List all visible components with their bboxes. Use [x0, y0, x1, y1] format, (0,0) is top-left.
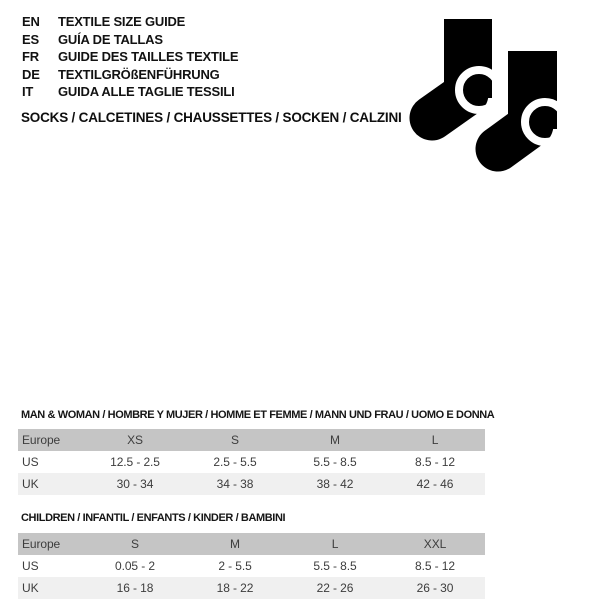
size-cell: 0.05 - 2	[115, 559, 155, 573]
region-label: UK	[22, 581, 39, 595]
language-label: GUIDE DES TAILLES TEXTILE	[58, 49, 239, 64]
table-header-row	[18, 429, 485, 451]
column-header: Europe	[22, 433, 61, 447]
size-cell: 8.5 - 12	[415, 455, 455, 469]
language-label: GUÍA DE TALLAS	[58, 31, 163, 47]
size-cell: 42 - 46	[416, 477, 454, 491]
language-row	[22, 13, 238, 31]
column-header: M	[330, 433, 340, 447]
column-header: XS	[127, 433, 143, 447]
table-title-children: CHILDREN / INFANTIL / ENFANTS / KINDER / BAMBINI	[21, 512, 286, 524]
column-header: M	[230, 537, 240, 551]
region-label: US	[22, 559, 39, 573]
socks-icon	[405, 12, 560, 182]
language-code: IT	[22, 84, 34, 99]
language-code: EN	[22, 14, 40, 29]
size-cell: 22 - 26	[316, 581, 354, 595]
size-cell: 5.5 - 8.5	[313, 455, 357, 469]
language-code: DE	[22, 66, 40, 82]
column-header: L	[431, 433, 439, 447]
size-cell: 2.5 - 5.5	[213, 455, 257, 469]
size-cell: 16 - 18	[116, 581, 154, 595]
size-cell: 18 - 22	[216, 581, 254, 595]
language-list	[22, 13, 238, 101]
table-row	[18, 577, 485, 599]
table-title-men-women: MAN & WOMAN / HOMBRE Y MUJER / HOMME ET FEMME / MANN UND FRAU / UOMO E DONNA	[21, 409, 495, 421]
column-header: Europe	[22, 537, 61, 551]
size-table-men-women	[18, 429, 485, 495]
size-cell: 12.5 - 2.5	[110, 455, 160, 469]
language-row	[22, 83, 238, 101]
language-label: TEXTILE SIZE GUIDE	[58, 14, 186, 29]
language-row	[22, 66, 238, 84]
column-header: L	[331, 537, 339, 551]
column-header: S	[231, 433, 239, 447]
size-cell: 2 - 5.5	[218, 559, 252, 573]
size-cell: 8.5 - 12	[415, 559, 455, 573]
language-row	[22, 48, 238, 66]
size-cell: 38 - 42	[316, 477, 354, 491]
table-header-row	[18, 533, 485, 555]
table-row	[18, 555, 485, 577]
region-label: UK	[22, 477, 39, 491]
region-label: US	[22, 455, 39, 469]
language-row	[22, 31, 238, 49]
size-cell: 30 - 34	[116, 477, 154, 491]
size-table-children	[18, 533, 485, 599]
size-cell: 34 - 38	[216, 477, 254, 491]
language-label: GUIDA ALLE TAGLIE TESSILI	[58, 84, 235, 99]
language-label: TEXTILGRÖßENFÜHRUNG	[58, 66, 220, 82]
size-cell: 5.5 - 8.5	[313, 559, 357, 573]
language-code: ES	[22, 31, 39, 47]
table-row	[18, 451, 485, 473]
category-title: SOCKS / CALCETINES / CHAUSSETTES / SOCKEN / CALZINI	[21, 110, 402, 125]
size-cell: 26 - 30	[416, 581, 454, 595]
column-header: S	[131, 537, 139, 551]
table-row	[18, 473, 485, 495]
language-code: FR	[22, 49, 39, 64]
column-header: XXL	[423, 537, 447, 551]
